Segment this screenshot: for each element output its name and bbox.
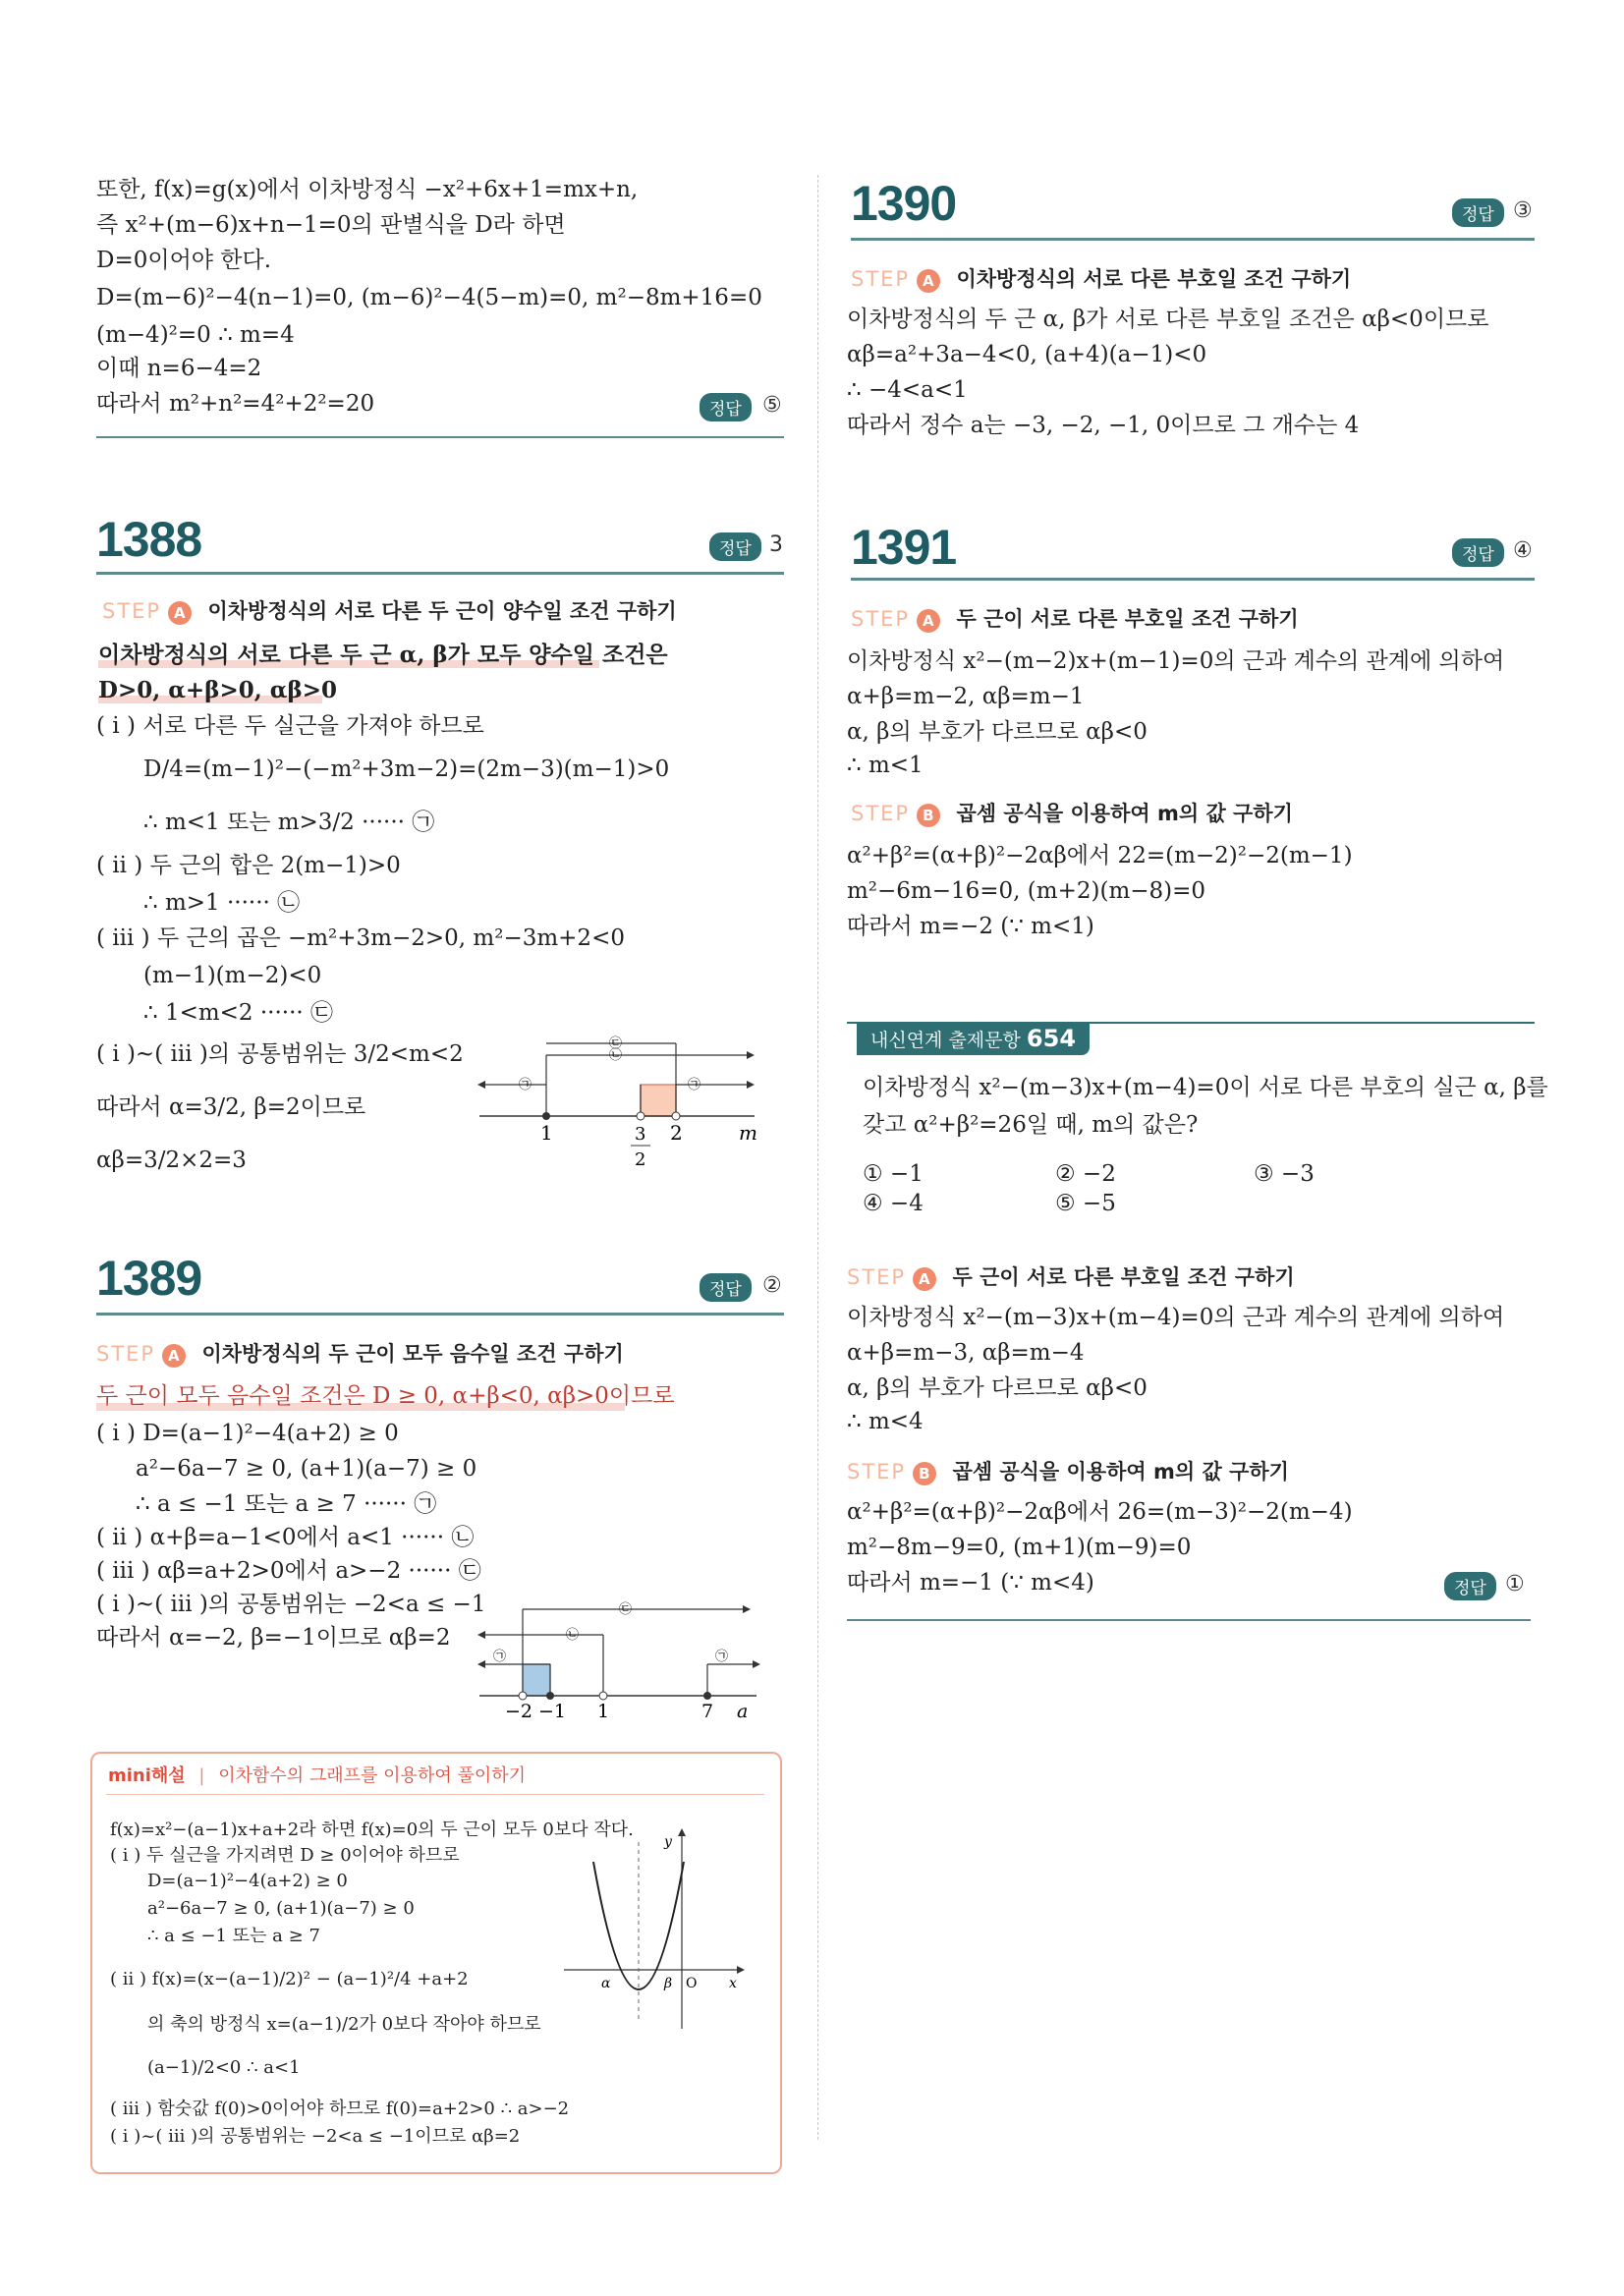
step-heading bbox=[847, 1261, 1295, 1291]
step-title: 곱셈 공식을 이용하여 m의 값 구하기 bbox=[956, 802, 1293, 825]
text-line: ∴ 1<m<2 ······ ㉢ bbox=[143, 1000, 334, 1026]
text-line: a²−6a−7 ≥ 0, (a+1)(a−7) ≥ 0 bbox=[147, 1898, 415, 1919]
text-line: ( iii ) 함숫값 f(0)>0이어야 하므로 f(0)=a+2>0 ∴ a>−2 bbox=[110, 2099, 570, 2119]
answer-badge: 정답 bbox=[1452, 538, 1504, 567]
common-range-box bbox=[641, 1085, 676, 1116]
divider bbox=[96, 436, 784, 438]
text-line: αβ=3/2×2=3 bbox=[96, 1148, 247, 1173]
text-line: ( i ) 서로 다른 두 실근을 가져야 하므로 bbox=[96, 713, 484, 739]
text-line: ∴ m<1 bbox=[847, 753, 924, 778]
tick-label: 3 bbox=[635, 1124, 646, 1145]
arrow-head bbox=[477, 1631, 485, 1639]
number-line-diagram-1389 bbox=[472, 1592, 766, 1723]
tick-label: 7 bbox=[701, 1701, 714, 1722]
answer-value: ③ bbox=[1513, 198, 1533, 223]
arrow-head bbox=[743, 1605, 751, 1613]
question-text: 갖고 α²+β²=26일 때, m의 값은? bbox=[863, 1112, 1199, 1138]
axis-label: x bbox=[729, 1976, 737, 1991]
step-heading bbox=[851, 603, 1299, 633]
step-letter: A bbox=[917, 609, 940, 633]
number-line-diagram-1388 bbox=[472, 1032, 766, 1177]
text-line: 의 축의 방정식 x=(a−1)/2가 0보다 작아야 하므로 bbox=[147, 2014, 541, 2035]
text-line: ( ii ) 두 근의 합은 2(m−1)>0 bbox=[96, 853, 401, 878]
tie-in-heading bbox=[857, 1022, 1090, 1055]
text-line: ∴ a ≤ −1 또는 a ≥ 7 ······ ㉠ bbox=[136, 1491, 437, 1517]
text-line: 또한, f(x)=g(x)에서 이차방정식 −x²+6x+1=mx+n, bbox=[96, 177, 639, 202]
condition-text: 이차방정식의 서로 다른 두 근 α, β가 모두 양수일 조건은 bbox=[98, 642, 668, 668]
tick-label: 2 bbox=[670, 1121, 683, 1145]
text-line: (m−4)²=0 ∴ m=4 bbox=[96, 322, 295, 348]
text-line: αβ=a²+3a−4<0, (a+4)(a−1)<0 bbox=[847, 342, 1207, 367]
axis-label: m bbox=[739, 1121, 757, 1145]
text-line: α+β=m−2, αβ=m−1 bbox=[847, 684, 1085, 709]
point bbox=[546, 1692, 554, 1700]
answer-value: ④ bbox=[1513, 538, 1533, 563]
tag-label: ㉠ bbox=[715, 1650, 729, 1664]
point bbox=[672, 1112, 680, 1120]
step-title: 곱셈 공식을 이용하여 m의 값 구하기 bbox=[952, 1460, 1289, 1484]
solution-tie-a bbox=[847, 1303, 1535, 1440]
solution-1391-b bbox=[847, 841, 1535, 949]
mini-explanation-box bbox=[90, 1752, 782, 2174]
answer-value: 3 bbox=[769, 532, 783, 557]
choice[interactable]: ④ −4 bbox=[863, 1191, 924, 1216]
text-line: f(x)=x²−(a−1)x+a+2라 하면 f(x)=0의 두 근이 모두 0보다 작다. bbox=[110, 1820, 634, 1840]
point bbox=[703, 1692, 711, 1700]
step-tag: STEP bbox=[847, 1460, 907, 1484]
text-line: (m−1)(m−2)<0 bbox=[143, 963, 322, 988]
step-tag: STEP bbox=[851, 802, 911, 825]
tag-label: ㉢ bbox=[619, 1602, 633, 1617]
arrow-head bbox=[678, 1828, 686, 1836]
tick-label: −1 bbox=[538, 1701, 567, 1722]
step-title: 두 근이 서로 다른 부호일 조건 구하기 bbox=[956, 607, 1299, 631]
text-line: ( ii ) α+β=a−1<0에서 a<1 ······ ㉡ bbox=[96, 1525, 475, 1550]
step-title: 이차방정식의 두 근이 모두 음수일 조건 구하기 bbox=[201, 1342, 624, 1366]
point bbox=[637, 1112, 644, 1120]
arrow-head bbox=[737, 1966, 745, 1974]
text-line: ∴ m>1 ······ ㉡ bbox=[143, 890, 301, 916]
text-line: 따라서 m=−1 (∵ m<4) bbox=[847, 1570, 1094, 1596]
step-heading bbox=[102, 595, 677, 625]
text-line: m²−8m−9=0, (m+1)(m−9)=0 bbox=[847, 1535, 1192, 1560]
tag-label: ㉠ bbox=[688, 1078, 701, 1092]
step-letter: B bbox=[917, 804, 940, 827]
divider bbox=[851, 238, 1535, 241]
tick-label: −2 bbox=[505, 1701, 533, 1722]
text-line: 이차방정식 x²−(m−2)x+(m−1)=0의 근과 계수의 관계에 의하여 bbox=[847, 648, 1505, 674]
arrow-head bbox=[747, 1081, 755, 1089]
text-line: α, β의 부호가 다르므로 αβ<0 bbox=[847, 1375, 1148, 1401]
column-separator bbox=[817, 175, 818, 2140]
problem-number: 1391 bbox=[851, 520, 957, 575]
arrow-head bbox=[747, 1051, 755, 1059]
mini-label: mini해설 bbox=[108, 1765, 186, 1786]
top-left-continuation bbox=[96, 175, 784, 430]
parabola-graph bbox=[554, 1822, 751, 2039]
choice[interactable]: ⑤ −5 bbox=[1055, 1191, 1116, 1216]
text-line: α, β의 부호가 다르므로 αβ<0 bbox=[847, 719, 1148, 745]
answer-value: ① bbox=[1505, 1572, 1525, 1596]
text-line: 따라서 m=−2 (∵ m<1) bbox=[847, 914, 1094, 939]
root-label: β bbox=[664, 1976, 673, 1991]
step-letter: A bbox=[162, 1344, 186, 1368]
axis-label: y bbox=[664, 1834, 672, 1850]
answer-badge: 정답 bbox=[709, 532, 761, 561]
arrow-head bbox=[477, 1660, 485, 1668]
step-heading bbox=[851, 263, 1351, 293]
text-line: (a−1)/2<0 ∴ a<1 bbox=[147, 2057, 301, 2078]
condition-text: D>0, α+β>0, αβ>0 bbox=[98, 677, 338, 703]
text-line: ( iii ) 두 근의 곱은 −m²+3m−2>0, m²−3m+2<0 bbox=[96, 925, 625, 951]
text-line: ( ii ) f(x)=(x−(a−1)/2)² − (a−1)²/4 +a+2 bbox=[110, 1969, 469, 1989]
choice[interactable]: ③ −3 bbox=[1254, 1161, 1315, 1187]
divider bbox=[106, 1794, 764, 1795]
step-tag: STEP bbox=[102, 599, 162, 623]
solution-1390 bbox=[847, 305, 1535, 442]
tag-label: ㉢ bbox=[609, 1036, 623, 1051]
tick-label: 1 bbox=[540, 1121, 553, 1145]
text-line: 따라서 정수 a는 −3, −2, −1, 0이므로 그 개수는 4 bbox=[847, 413, 1360, 438]
problem-number: 1388 bbox=[96, 512, 202, 567]
text-line: a²−6a−7 ≥ 0, (a+1)(a−7) ≥ 0 bbox=[136, 1456, 477, 1482]
step-letter: A bbox=[917, 269, 940, 293]
common-range-box bbox=[523, 1664, 550, 1696]
text-line: α²+β²=(α+β)²−2αβ에서 26=(m−3)²−2(m−4) bbox=[847, 1499, 1353, 1525]
text-line: ( i )~( iii )의 공통범위는 −2<a ≤ −1이므로 αβ=2 bbox=[110, 2126, 521, 2147]
step-letter: B bbox=[913, 1462, 936, 1485]
step-title: 이차방정식의 서로 다른 두 근이 양수일 조건 구하기 bbox=[207, 599, 677, 623]
question-text: 이차방정식 x²−(m−3)x+(m−4)=0이 서로 다른 부호의 실근 α, β를 bbox=[863, 1075, 1548, 1100]
divider bbox=[96, 1313, 784, 1316]
text-line: ( i )~( iii )의 공통범위는 3/2<m<2 bbox=[96, 1041, 464, 1067]
step-tag: STEP bbox=[851, 607, 911, 631]
choice[interactable]: ① −1 bbox=[863, 1161, 924, 1187]
text-line: 따라서 α=3/2, β=2이므로 bbox=[96, 1094, 366, 1120]
condition-text: 두 근이 모두 음수일 조건은 D ≥ 0, α+β<0, αβ>0이므로 bbox=[96, 1383, 675, 1409]
axis-label: a bbox=[737, 1701, 749, 1722]
text-line: α²+β²=(α+β)²−2αβ에서 22=(m−2)²−2(m−1) bbox=[847, 843, 1353, 868]
answer-badge: 정답 bbox=[700, 393, 752, 421]
point bbox=[542, 1112, 550, 1120]
divider bbox=[851, 578, 1535, 581]
tie-in-number: 654 bbox=[1026, 1025, 1077, 1052]
answer-value: ⑤ bbox=[762, 393, 782, 418]
tick-label: 1 bbox=[597, 1701, 610, 1722]
text-line: ( iii ) αβ=a+2>0에서 a>−2 ······ ㉢ bbox=[96, 1558, 481, 1584]
step-letter: A bbox=[913, 1267, 936, 1291]
step-title: 두 근이 서로 다른 부호일 조건 구하기 bbox=[952, 1265, 1295, 1289]
divider bbox=[847, 1619, 1531, 1621]
tag-label: ㉡ bbox=[609, 1048, 623, 1063]
arrow-head bbox=[477, 1081, 485, 1089]
root-label: α bbox=[601, 1976, 611, 1991]
text-line: ∴ −4<a<1 bbox=[847, 377, 968, 403]
step-letter: A bbox=[168, 601, 192, 625]
tie-in-question bbox=[847, 1073, 1548, 1250]
step-heading bbox=[847, 1456, 1289, 1485]
mini-heading: mini해설 | 이차함수의 그래프를 이용하여 풀이하기 bbox=[108, 1765, 526, 1786]
text-line: m²−6m−16=0, (m+2)(m−8)=0 bbox=[847, 878, 1206, 904]
text-line: 따라서 α=−2, β=−1이므로 αβ=2 bbox=[96, 1625, 451, 1651]
text-line: ∴ m<1 또는 m>3/2 ······ ㉠ bbox=[143, 810, 435, 835]
answer-value: ② bbox=[762, 1273, 782, 1298]
text-line: 이차방정식의 두 근 α, β가 서로 다른 부호일 조건은 αβ<0이므로 bbox=[847, 307, 1489, 332]
mini-title: 이차함수의 그래프를 이용하여 풀이하기 bbox=[218, 1765, 526, 1786]
text-line: ∴ a ≤ −1 또는 a ≥ 7 bbox=[147, 1926, 320, 1946]
text-line: ( i ) D=(a−1)²−4(a+2) ≥ 0 bbox=[96, 1421, 399, 1446]
divider bbox=[96, 572, 784, 575]
answer-badge: 정답 bbox=[1444, 1572, 1496, 1600]
origin-label: O bbox=[686, 1976, 698, 1991]
text-line: D=(m−6)²−4(n−1)=0, (m−6)²−4(5−m)=0, m²−8m+16=0 bbox=[96, 285, 762, 310]
tag-label: ㉠ bbox=[493, 1650, 507, 1664]
solution-tie-b bbox=[847, 1497, 1535, 1605]
answer-badge: 정답 bbox=[1452, 198, 1504, 227]
tag-label: ㉡ bbox=[566, 1628, 580, 1643]
text-line: ( i )~( iii )의 공통범위는 −2<a ≤ −1 bbox=[96, 1592, 486, 1617]
text-line: 즉 x²+(m−6)x+n−1=0의 판별식을 D라 하면 bbox=[96, 212, 566, 238]
step-heading bbox=[96, 1338, 624, 1368]
tag-label: ㉠ bbox=[519, 1078, 532, 1092]
step-tag: STEP bbox=[851, 267, 911, 291]
text-line: α+β=m−3, αβ=m−4 bbox=[847, 1340, 1085, 1366]
text-line: D=0이어야 한다. bbox=[96, 248, 272, 273]
choice[interactable]: ② −2 bbox=[1055, 1161, 1116, 1187]
text-line: ∴ m<4 bbox=[847, 1409, 924, 1434]
text-line: D/4=(m−1)²−(−m²+3m−2)=(2m−3)(m−1)>0 bbox=[143, 756, 670, 782]
step-title: 이차방정식의 서로 다른 부호일 조건 구하기 bbox=[956, 267, 1352, 291]
tie-in-label: 내신연계 출제문항 bbox=[870, 1030, 1021, 1051]
text-line: D=(a−1)²−4(a+2) ≥ 0 bbox=[147, 1871, 348, 1891]
step-tag: STEP bbox=[96, 1342, 156, 1366]
problem-number: 1389 bbox=[96, 1251, 202, 1306]
step-tag: STEP bbox=[847, 1265, 907, 1289]
step-heading bbox=[851, 798, 1293, 827]
text-line: 이차방정식 x²−(m−3)x+(m−4)=0의 근과 계수의 관계에 의하여 bbox=[847, 1305, 1505, 1330]
point bbox=[599, 1692, 607, 1700]
tick-label: 2 bbox=[635, 1149, 646, 1170]
text-line: ( i ) 두 실근을 가지려면 D ≥ 0이어야 하므로 bbox=[110, 1845, 460, 1866]
point bbox=[519, 1692, 527, 1700]
problem-number: 1390 bbox=[851, 176, 957, 231]
answer-badge: 정답 bbox=[700, 1273, 752, 1302]
text-line: 따라서 m²+n²=4²+2²=20 bbox=[96, 391, 375, 417]
text-line: 이때 n=6−4=2 bbox=[96, 356, 262, 381]
solution-1391-a bbox=[847, 646, 1535, 784]
arrow-head bbox=[753, 1660, 760, 1668]
